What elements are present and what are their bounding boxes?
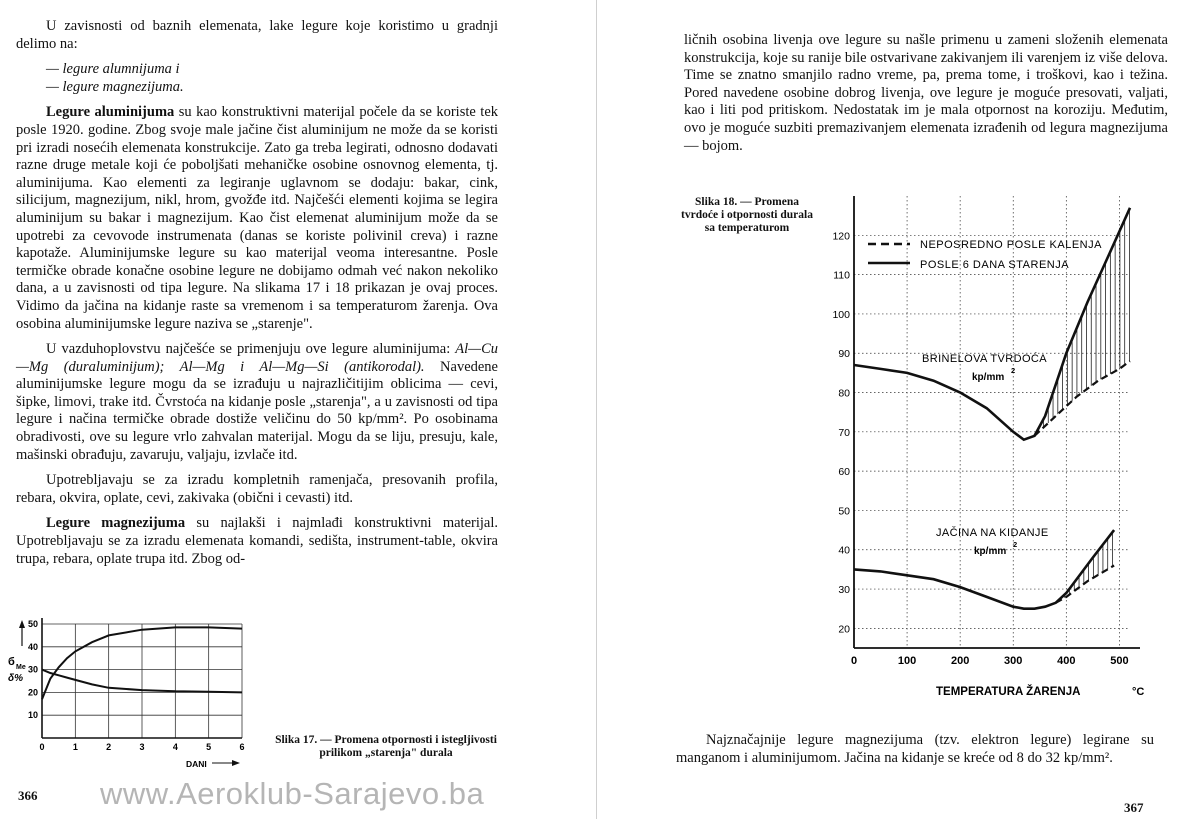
annotation-label: BRINELOVA TVRDOĆA — [922, 353, 1047, 365]
x-tick-label: 3 — [139, 742, 145, 752]
list-item: — legure magnezijuma. — [46, 78, 184, 95]
magnesium-alloys-paragraph: Najznačajnije legure magnezijuma (tzv. elektron legure) legirane su manganom i aluminijumom. Jačina na kidanje se kreće od 8 do 32 kp/mm². — [676, 732, 1154, 766]
y-tick-label: 20 — [838, 623, 850, 636]
series-line-tvrdoca-dashed — [1035, 361, 1131, 436]
x-tick-label: 4 — [172, 742, 178, 752]
y-tick-label: 60 — [838, 466, 850, 479]
x-tick-label: 6 — [239, 742, 245, 752]
y-tick-label: 110 — [833, 269, 850, 282]
y-axis-label-delta: δ% — [8, 673, 23, 684]
annotation-unit: kp/mm — [972, 372, 1005, 383]
heading-legure-magnezijuma: Legure magnezijuma — [46, 515, 186, 532]
figure-18-chart — [832, 186, 1152, 706]
x-tick-label: 200 — [950, 655, 970, 667]
watermark-text: www.Aeroklub-Sarajevo.ba — [100, 776, 485, 811]
continuation-paragraph: ličnih osobina livenja ove legure su našle primenu u zameni složenih elemenata konstrukcija, koje su ranije bile ostvarivane zakivanjem ili varenjem iz više delova. Time se znatno smanjilo radno vreme, pa, prema tome, i troškovi, kao i težina. Pored navedene osobine dobrog livenja, ove legure je moguće presovati, valjati, kao i liti pod pritiskom. Nedostatak im je mala otpornost na koroziju. Međutim, ovo je moguće suzbiti premazivanjem elemenata izrađenih od legura magnezijuma — bojom. — [684, 32, 1168, 154]
legend-label: NEPOSREDNO POSLE KALENJA — [920, 239, 1102, 251]
figure-17-chart — [0, 610, 262, 775]
right-bottom-text — [676, 732, 1154, 767]
left-page — [0, 0, 596, 819]
y-tick-label: 50 — [27, 619, 38, 629]
legend-label: POSLE 6 DANA STARENJA — [920, 259, 1070, 271]
paragraph-text: Navedene aluminijumske legure mogu da se izrađuju u najrazličitijim oblicima — cevi, šipke, limovi, trake itd. Čvrstoća na kidanje posle „starenja", a u zavisnosti od tipa legure i načina termičke obrade dostiže veličinu do 50 kp/mm². Po osobinama obradivosti, ove su legure vrlo zahvalan materijal. Mogu da se liju, presuju, kale, mašinski obrađuju, zavaruju, valjaju, izvlače itd. — [16, 358, 498, 463]
x-tick-label: 100 — [897, 655, 917, 667]
x-axis-unit: °C — [1132, 686, 1145, 698]
figure-18-caption: Slika 18. — Promena tvrdoće i otpornosti durala sa temperaturom — [681, 196, 813, 234]
y-tick-label: 70 — [838, 426, 850, 439]
paragraph-aluminium — [16, 104, 498, 333]
annotation-unit-superscript: 2 — [1013, 540, 1018, 549]
page-number: 366 — [18, 788, 38, 803]
heading-legure-aluminijuma: Legure aluminijuma — [46, 104, 175, 121]
page-number: 367 — [1124, 800, 1144, 815]
list-item: — legure alumnijuma i — [46, 61, 180, 78]
annotation-unit: kp/mm — [974, 546, 1007, 557]
paragraph-aviation — [16, 341, 498, 464]
annotation-unit-superscript: 2 — [1011, 366, 1016, 375]
y-tick-label: 40 — [27, 641, 38, 652]
y-axis-label-sigma-sub: Me — [16, 664, 26, 671]
y-tick-label: 90 — [838, 348, 850, 361]
right-page — [596, 0, 1200, 819]
y-tick-label: 80 — [838, 387, 850, 400]
x-tick-label: 2 — [106, 742, 112, 752]
x-tick-label: 5 — [206, 742, 212, 752]
paragraph-usage: Upotrebljavaju se za izradu kompletnih ramenjača, presovanih profila, rebara, okvira, oplate, cevi, zakivaka (obični i cevasti) itd. — [16, 472, 498, 506]
y-tick-label: 30 — [838, 584, 850, 597]
left-page-text — [16, 18, 498, 568]
x-axis-arrowhead — [232, 760, 240, 766]
x-tick-label: 0 — [39, 742, 45, 752]
y-axis-arrowhead — [19, 620, 25, 628]
annotation-label: JAČINA NA KIDANJE — [936, 527, 1049, 539]
intro-paragraph: U zavisnosti od baznih elemenata, lake legure koje koristimo u gradnji delimo na: — [16, 18, 498, 52]
y-tick-label: 30 — [27, 664, 38, 675]
y-tick-label: 50 — [838, 505, 850, 518]
alloy-names: Al—Cu—Mg (duraluminijum); Al—Mg i Al—Mg—Si (antikorodal). — [16, 341, 498, 375]
series-line-kidanje-solid — [854, 530, 1114, 609]
paragraph-text: U vazduhoplovstvu najčešće se primenjuju ove legure aluminijuma: — [46, 341, 456, 358]
y-tick-label: 20 — [27, 687, 38, 698]
x-tick-label: 300 — [1004, 655, 1023, 667]
x-tick-label: 1 — [72, 742, 78, 752]
x-axis-label: DANI — [186, 759, 207, 769]
figure-17-caption: Slika 17. — Promena otpornosti i istegljivosti prilikom „starenja" durala — [275, 734, 497, 759]
y-tick-label: 10 — [27, 710, 38, 721]
y-tick-label: 120 — [832, 230, 850, 243]
y-tick-label: 40 — [838, 544, 850, 557]
paragraph-body: su najlakši i najmlađi konstruktivni materijal. Upotrebljavaju se za izradu elemenata komandi, sedišta, instrument-table, okvira trupa, rebara, oplate trupa itd. Zbog od- — [16, 515, 498, 567]
right-page-text — [684, 32, 1168, 155]
y-axis-label-sigma: б — [8, 656, 15, 668]
paragraph-body: su kao konstruktivni materijal počele da se koriste tek posle 1920. godine. Zbog svoje male jačine čist aluminijum ne može da se koristi pri izradi nosećih elemenata konstrukcije. Zato ga treba legirati, odnosno dodavati razne druge metale koji će poboljšati mehaničke osobine osnovnog elementa, tj. aluminijuma. Kao elementi za legiranje uglavnom se dodaju: bakar, cink, silicijum, magnezijum, nikl, hrom, gvožđe itd. Najčešći elementi kojima se legira aluminijum su bakar i magnezijum. Kao čist elemenat aluminijum može da se upotrebi za cevovode instrumenata (danas se koriste polivinil creva) i razne kapotaže. Aluminijumske legure su kao materijal veoma interesantne. Posle termičke obrade konačne osobine legure ne dobijamo odmah već nakon nekoliko dana, a u zavisnosti od tipa legure. Na slikama 17 i 18 prikazan je ovaj proces. Vidimo da jačina na kidanje raste sa vremenom i sa temperaturom žarenja. Ova osobina aluminijumske legure naziva se „starenje". — [16, 104, 499, 332]
x-tick-label: 0 — [850, 655, 858, 667]
y-tick-label: 100 — [832, 308, 850, 321]
x-axis-label: TEMPERATURA ŽARENJA — [936, 686, 1081, 698]
x-tick-label: 500 — [1110, 655, 1129, 667]
paragraph-magnesium — [16, 515, 498, 568]
x-tick-label: 400 — [1057, 655, 1076, 667]
